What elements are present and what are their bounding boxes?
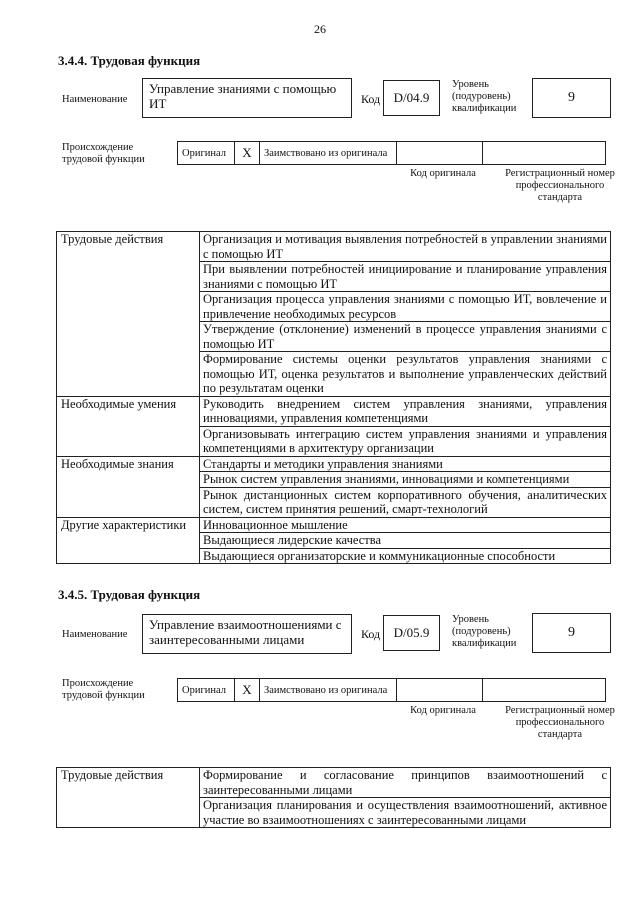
row-item: Рынок дистанционных систем корпоративного обучения, аналитических систем, систем принятия решений, смарт-технологий xyxy=(200,487,611,517)
function-code: D/05.9 xyxy=(383,615,440,651)
level-label: Уровень (подуровень) квалификации xyxy=(452,79,517,114)
qualification-level: 9 xyxy=(532,613,611,653)
borrowed-cell: Заимствовано из оригинала xyxy=(259,678,397,702)
row-item: Утверждение (отклонение) изменений в процессе управления знаниями с помощью ИТ xyxy=(200,322,611,352)
row-category: Трудовые действия xyxy=(57,232,200,397)
function-code: D/04.9 xyxy=(383,80,440,116)
row-category: Другие характеристики xyxy=(57,517,200,564)
row-item: Выдающиеся организаторские и коммуникационные способности xyxy=(200,548,611,564)
row-item: Рынок систем управления знаниями, инновациями и компетенциями xyxy=(200,472,611,488)
qualification-level: 9 xyxy=(532,78,611,118)
page-number: 26 xyxy=(314,22,326,36)
row-item: Организовывать интеграцию систем управления знаниями и управления компетенциями в архитектуру организации xyxy=(200,426,611,456)
row-category: Трудовые действия xyxy=(57,768,200,828)
row-category: Необходимые умения xyxy=(57,396,200,456)
table-row xyxy=(57,768,611,798)
reg-number-caption: Регистрационный номер профессионального стандарта xyxy=(505,705,615,740)
row-item: Формирование и согласование принципов взаимоотношений с заинтересованными лицами xyxy=(200,768,611,798)
row-item: Стандарты и методики управления знаниями xyxy=(200,456,611,472)
origin-label: Происхождение трудовой функции xyxy=(62,142,145,165)
origin-strip xyxy=(178,678,606,702)
kod-label: Код xyxy=(361,92,381,106)
function-table xyxy=(56,231,611,564)
reg-number-box xyxy=(482,678,606,702)
row-category: Необходимые знания xyxy=(57,456,200,517)
section-heading: 3.4.4. Трудовая функция xyxy=(58,53,201,68)
borrowed-cell: Заимствовано из оригинала xyxy=(259,141,397,165)
original-mark: X xyxy=(234,678,260,702)
level-label: Уровень (подуровень) квалификации xyxy=(452,614,517,649)
row-item: Инновационное мышление xyxy=(200,517,611,533)
kod-original-caption: Код оригинала xyxy=(410,705,476,716)
reg-number-caption: Регистрационный номер профессионального стандарта xyxy=(505,168,615,203)
table-row xyxy=(57,396,611,426)
row-item: Выдающиеся лидерские качества xyxy=(200,533,611,549)
original-cell: Оригинал xyxy=(177,678,235,702)
function-table xyxy=(56,767,611,828)
kod-original-box xyxy=(396,141,483,165)
section-heading: 3.4.5. Трудовая функция xyxy=(58,587,201,602)
table-row xyxy=(57,517,611,533)
row-item: Организация и мотивация выявления потребностей в управлении знаниями с помощью ИТ xyxy=(200,232,611,262)
origin-strip xyxy=(178,141,606,165)
origin-label: Происхождение трудовой функции xyxy=(62,678,145,701)
name-label: Наименование xyxy=(62,629,128,640)
kod-original-caption: Код оригинала xyxy=(410,168,476,179)
reg-number-box xyxy=(482,141,606,165)
table-row xyxy=(57,232,611,262)
original-cell: Оригинал xyxy=(177,141,235,165)
original-mark: X xyxy=(234,141,260,165)
kod-original-box xyxy=(396,678,483,702)
row-item: Руководить внедрением систем управления знаниями, управления инновациями, управления компетенциями xyxy=(200,396,611,426)
kod-label: Код xyxy=(361,627,381,641)
row-item: При выявлении потребностей инициирование и планирование управления знаниями с помощью ИТ xyxy=(200,262,611,292)
row-item: Организация планирования и осуществления взаимоотношений, активное участие во взаимоотношениях с заинтересованными лицами xyxy=(200,798,611,828)
name-label: Наименование xyxy=(62,94,128,105)
table-row xyxy=(57,456,611,472)
row-item: Формирование системы оценки результатов управления знаниями с помощью ИТ, оценка результатов и выполнение управленческих действий по результатам оценки xyxy=(200,352,611,397)
function-name: Управление взаимоотношениями с заинтересованными лицами xyxy=(142,614,352,654)
function-name: Управление знаниями с помощью ИТ xyxy=(142,78,352,118)
row-item: Организация процесса управления знаниями с помощью ИТ, вовлечение и привлечение необходимых ресурсов xyxy=(200,292,611,322)
